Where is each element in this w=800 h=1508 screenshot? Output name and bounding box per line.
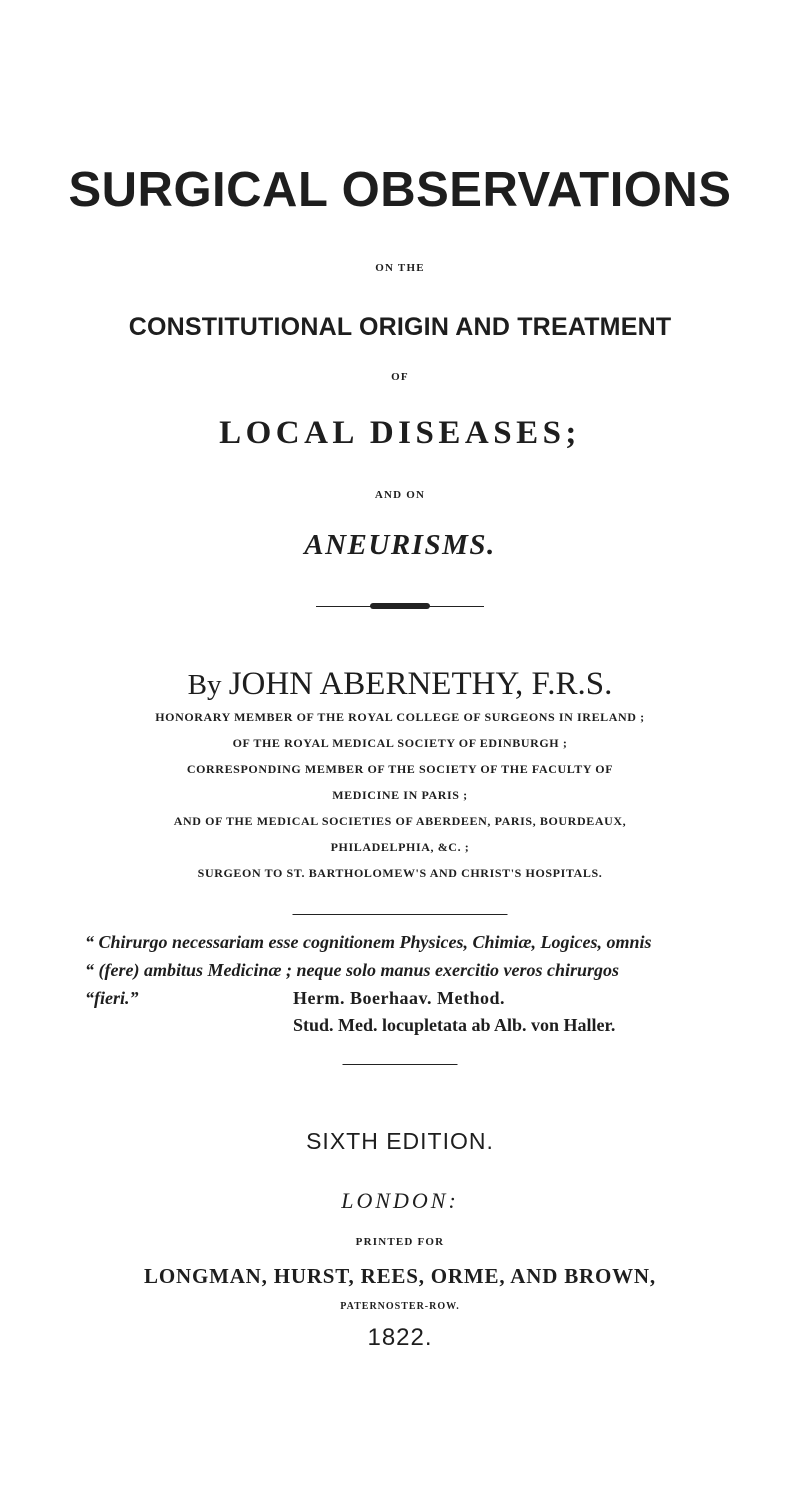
printed-for-line: PRINTED FOR bbox=[355, 1236, 445, 1248]
edition-line: SIXTH EDITION. bbox=[306, 1128, 494, 1154]
divider-rule bbox=[293, 914, 508, 915]
imprint-city: LONDON: bbox=[341, 1188, 459, 1213]
honor-line: OF THE ROYAL MEDICAL SOCIETY OF EDINBURGH ; bbox=[232, 736, 568, 750]
on-the-line: ON THE bbox=[375, 262, 425, 274]
book-title: SURGICAL OBSERVATIONS bbox=[68, 163, 732, 217]
local-diseases-line: LOCAL DISEASES; bbox=[219, 415, 581, 451]
epigraph-attribution: Stud. Med. locupletata ab Alb. von Haller. bbox=[293, 1015, 616, 1035]
author-name: JOHN ABERNETHY, F.R.S. bbox=[228, 666, 613, 702]
epigraph-line: “ (fere) ambitus Medicinæ ; neque solo manus exercitio veros chirurgos bbox=[85, 960, 619, 980]
publication-year: 1822. bbox=[367, 1324, 433, 1351]
of-line: OF bbox=[391, 371, 409, 383]
and-on-line: AND ON bbox=[374, 489, 426, 501]
honor-line: MEDICINE IN PARIS ; bbox=[332, 788, 468, 802]
epigraph-line: “fieri.” bbox=[85, 988, 139, 1008]
honor-line: PHILADELPHIA, &C. ; bbox=[330, 840, 470, 854]
aneurisms-line: ANEURISMS. bbox=[304, 529, 496, 561]
honor-line: HONORARY MEMBER OF THE ROYAL COLLEGE OF SURGEONS IN IRELAND ; bbox=[155, 710, 645, 724]
author-by: By bbox=[187, 669, 222, 701]
honor-line: AND OF THE MEDICAL SOCIETIES OF ABERDEEN, PARIS, BOURDEAUX, bbox=[173, 814, 627, 828]
ornamental-rule-swell bbox=[370, 603, 430, 609]
honor-line: SURGEON TO ST. BARTHOLOMEW'S AND CHRIST'S HOSPITALS. bbox=[197, 866, 603, 880]
honor-line: CORRESPONDING MEMBER OF THE SOCIETY OF THE FACULTY OF bbox=[186, 762, 614, 776]
epigraph-line: “ Chirurgo necessariam esse cognitionem Physices, Chimiæ, Logices, omnis bbox=[85, 932, 652, 952]
publisher-address: PATERNOSTER-ROW. bbox=[340, 1301, 460, 1312]
publisher-line: LONGMAN, HURST, REES, ORME, AND BROWN, bbox=[144, 1264, 656, 1288]
author-line bbox=[0, 666, 800, 703]
divider-rule bbox=[343, 1064, 458, 1065]
epigraph-attribution: Herm. Boerhaav. Method. bbox=[293, 988, 505, 1008]
subtitle-line: CONSTITUTIONAL ORIGIN AND TREATMENT bbox=[128, 313, 672, 341]
